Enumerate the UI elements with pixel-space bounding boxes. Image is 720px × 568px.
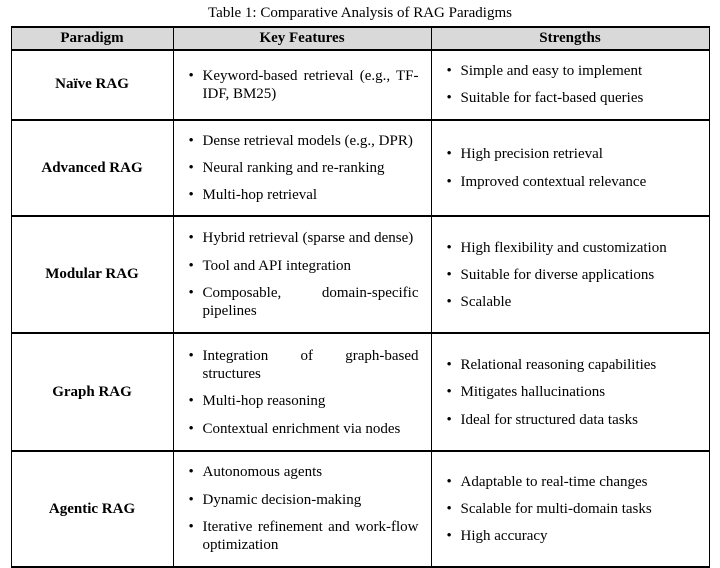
feature-item: • Dense retrieval models (e.g., DPR) (189, 132, 419, 150)
strengths-cell (431, 333, 709, 451)
column-header-strengths: Strengths (431, 27, 709, 50)
feature-item: • Multi-hop retrieval (189, 186, 419, 204)
strength-item: • Suitable for diverse applications (447, 266, 697, 284)
feature-item: • Tool and API integration (189, 257, 419, 275)
strengths-list (432, 134, 709, 202)
table-row-agentic-rag (11, 451, 709, 566)
table-row-modular-rag (11, 216, 709, 333)
feature-item: • Dynamic decision-making (189, 491, 419, 509)
strength-item: • High precision retrieval (447, 145, 697, 163)
key-features-list (174, 56, 431, 115)
strength-item: • Relational reasoning capabilities (447, 356, 697, 374)
paradigm-cell: Advanced RAG (11, 120, 173, 217)
feature-item: • Composable, domain-specific pipelines (189, 284, 419, 321)
feature-item: • Keyword-based retrieval (e.g., TF-IDF, BM25) (189, 67, 419, 104)
strength-item: • Mitigates hallucinations (447, 383, 697, 401)
feature-item: • Hybrid retrieval (sparse and dense) (189, 229, 419, 247)
column-header-paradigm: Paradigm (11, 27, 173, 50)
key-features-cell (173, 333, 431, 451)
strengths-cell (431, 120, 709, 217)
paradigm-cell: Agentic RAG (11, 451, 173, 566)
table-row-graph-rag (11, 333, 709, 451)
strengths-list (432, 345, 709, 440)
key-features-cell (173, 451, 431, 566)
strength-item: • Simple and easy to implement (447, 62, 697, 80)
strength-item: • Suitable for fact-based queries (447, 89, 697, 107)
strengths-cell (431, 216, 709, 333)
paradigm-cell: Modular RAG (11, 216, 173, 333)
table-caption: Table 1: Comparative Analysis of RAG Paradigms (208, 5, 512, 21)
strength-item: • High accuracy (447, 527, 697, 545)
feature-item: • Integration of graph-based structures (189, 347, 419, 384)
table-header (11, 27, 709, 50)
key-features-list (174, 218, 431, 331)
key-features-list (174, 121, 431, 216)
rag-comparison-table (11, 26, 710, 568)
strength-item: • Improved contextual relevance (447, 173, 697, 191)
strength-item: • Ideal for structured data tasks (447, 411, 697, 429)
table-row-advanced-rag (11, 120, 709, 217)
key-features-cell (173, 216, 431, 333)
feature-item: • Autonomous agents (189, 463, 419, 481)
table-row-naive-rag (11, 50, 709, 120)
strength-item: • Scalable (447, 293, 697, 311)
feature-item: • Neural ranking and re-ranking (189, 159, 419, 177)
strengths-list (432, 228, 709, 323)
paradigm-cell: Graph RAG (11, 333, 173, 451)
feature-item: • Iterative refinement and work-flow optimization (189, 518, 419, 555)
key-features-list (174, 452, 431, 565)
paradigm-cell: Naïve RAG (11, 50, 173, 120)
table-body (11, 50, 709, 567)
key-features-list (174, 336, 431, 449)
key-features-cell (173, 50, 431, 120)
strength-item: • Scalable for multi-domain tasks (447, 500, 697, 518)
strengths-cell (431, 50, 709, 120)
feature-item: • Multi-hop reasoning (189, 392, 419, 410)
strengths-cell (431, 451, 709, 566)
strengths-list (432, 51, 709, 119)
header-row (11, 27, 709, 50)
strength-item: • High flexibility and customization (447, 239, 697, 257)
strengths-list (432, 462, 709, 557)
feature-item: • Contextual enrichment via nodes (189, 420, 419, 438)
column-header-key-features: Key Features (173, 27, 431, 50)
strength-item: • Adaptable to real-time changes (447, 473, 697, 491)
key-features-cell (173, 120, 431, 217)
